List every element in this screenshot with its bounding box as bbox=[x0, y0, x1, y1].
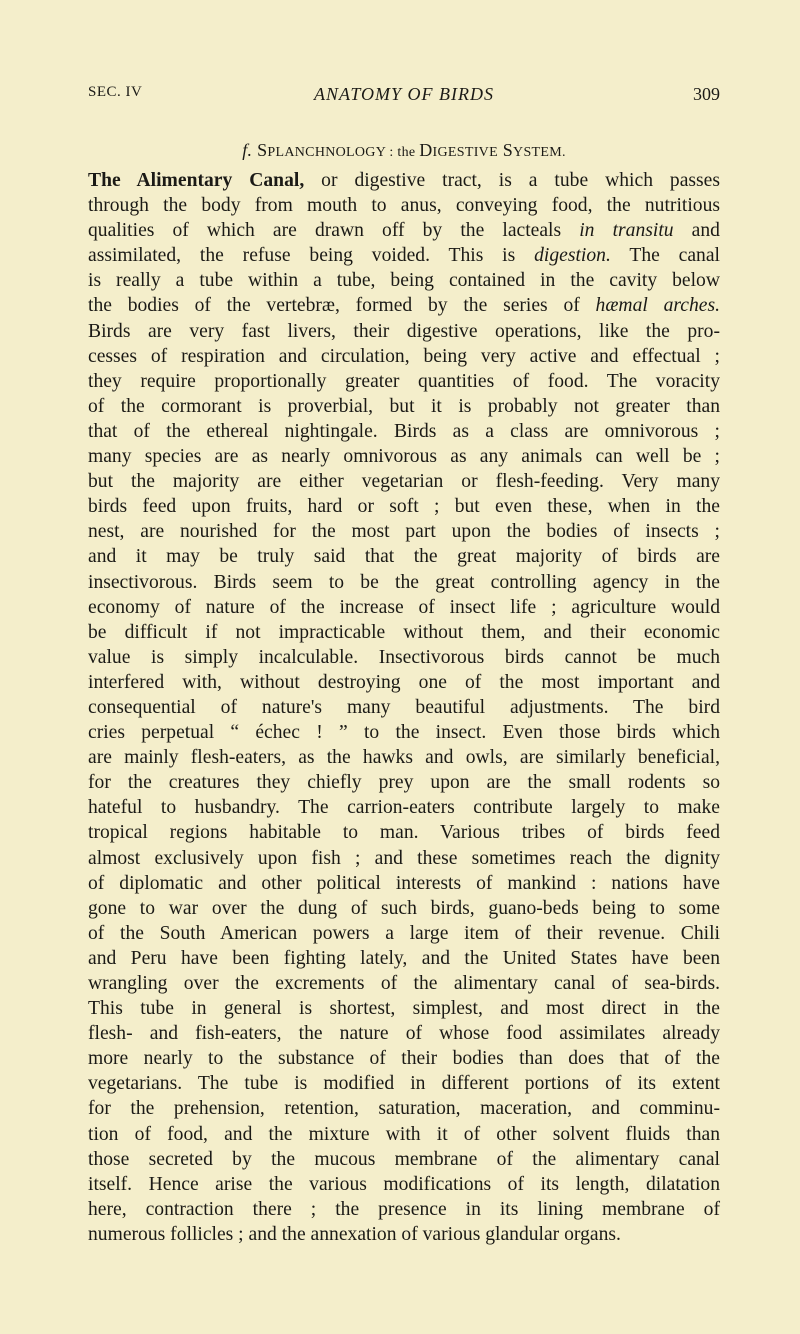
text-segment: numerous follicles ; and the annexation of various glandular organs. bbox=[88, 1223, 621, 1245]
text-segment: cries perpetual “ échec ! ” to the insect. Even those birds which bbox=[88, 722, 720, 744]
text-segment: qualities of which are drawn off by the lacteals bbox=[88, 220, 580, 242]
text-line bbox=[88, 1197, 720, 1222]
page-number: 309 bbox=[693, 84, 720, 104]
text-segment: they require proportionally greater quantities of food. The voracity bbox=[88, 370, 720, 392]
text-line bbox=[88, 620, 720, 645]
text-segment: birds feed upon fruits, hard or soft ; but even these, when in the bbox=[88, 496, 720, 518]
text-segment: interfered with, without destroying one of the most important and bbox=[88, 671, 720, 693]
text-segment: Birds are very fast livers, their digestive operations, like the pro- bbox=[88, 320, 720, 342]
text-line bbox=[88, 319, 720, 344]
text-line bbox=[88, 871, 720, 896]
text-segment: more nearly to the substance of their bodies than does that of the bbox=[88, 1048, 720, 1070]
text-line bbox=[88, 1122, 720, 1147]
text-line bbox=[88, 1222, 720, 1247]
text-segment: but the majority are either vegetarian or flesh-feeding. Very many bbox=[88, 471, 720, 493]
text-line bbox=[88, 846, 720, 871]
heading-part2-rest: IGESTIVE bbox=[432, 145, 498, 160]
italic-term: digestion. bbox=[534, 245, 611, 267]
text-segment: or digestive tract, is a tube which passes bbox=[304, 170, 720, 191]
text-line bbox=[88, 996, 720, 1021]
text-line bbox=[88, 293, 720, 318]
text-line bbox=[88, 243, 720, 268]
text-segment: economy of nature of the increase of insect life ; agriculture would bbox=[88, 596, 720, 618]
text-line bbox=[88, 344, 720, 369]
text-line bbox=[88, 519, 720, 544]
italic-term: in transitu bbox=[579, 220, 674, 242]
text-line bbox=[88, 444, 720, 469]
text-segment: of diplomatic and other political interests of mankind : nations have bbox=[88, 872, 720, 894]
text-line bbox=[88, 1071, 720, 1096]
text-segment: The canal bbox=[610, 245, 720, 267]
text-line bbox=[88, 218, 720, 243]
text-line bbox=[88, 695, 720, 720]
text-line bbox=[88, 745, 720, 770]
text-line bbox=[88, 670, 720, 695]
text-segment: is really a tube within a tube, being contained in the cavity below bbox=[88, 270, 720, 292]
text-segment: tropical regions habitable to man. Various tribes of birds feed bbox=[88, 822, 720, 844]
text-line bbox=[88, 595, 720, 620]
bold-term: The Alimentary Canal, bbox=[88, 170, 305, 191]
section-number: SEC. IV bbox=[88, 84, 143, 100]
text-segment: the bodies of the vertebræ, formed by the series of bbox=[88, 295, 596, 317]
running-title: ANATOMY OF BIRDS bbox=[314, 84, 494, 104]
text-segment: through the body from mouth to anus, conveying food, the nutritious bbox=[88, 195, 720, 217]
heading-part1-rest: PLANCHNOLOGY bbox=[267, 145, 386, 160]
text-segment: consequential of nature's many beautiful adjustments. The bird bbox=[88, 696, 720, 718]
running-head bbox=[88, 84, 720, 110]
text-segment: and Peru have been fighting lately, and the United States have been bbox=[88, 947, 720, 969]
text-segment: hateful to husbandry. The carrion-eaters contribute largely to make bbox=[88, 797, 720, 819]
text-line bbox=[88, 971, 720, 996]
text-line bbox=[88, 1147, 720, 1172]
heading-part2-initial: D bbox=[419, 140, 433, 160]
text-segment: that of the ethereal nightingale. Birds as a class are omnivorous ; bbox=[88, 420, 720, 442]
text-segment: vegetarians. The tube is modified in different portions of its extent bbox=[88, 1073, 720, 1095]
text-line bbox=[88, 946, 720, 971]
text-segment: tion of food, and the mixture with it of other solvent fluids than bbox=[88, 1123, 720, 1145]
text-line bbox=[88, 896, 720, 921]
text-line bbox=[88, 494, 720, 519]
text-line bbox=[88, 394, 720, 419]
text-line bbox=[88, 1172, 720, 1197]
heading-part1-initial: S bbox=[257, 140, 268, 160]
text-segment: insectivorous. Birds seem to be the great controlling agency in the bbox=[88, 571, 720, 593]
text-segment: those secreted by the mucous membrane of the alimentary canal bbox=[88, 1148, 720, 1170]
text-line bbox=[88, 419, 720, 444]
text-line bbox=[88, 645, 720, 670]
text-segment: and bbox=[673, 220, 720, 242]
text-segment: for the prehension, retention, saturation, maceration, and comminu- bbox=[88, 1098, 720, 1120]
text-segment: of the cormorant is proverbial, but it is probably not greater than bbox=[88, 395, 720, 417]
heading-part3-rest: YSTEM. bbox=[513, 145, 566, 160]
text-line bbox=[88, 369, 720, 394]
section-heading bbox=[88, 140, 720, 161]
text-line bbox=[88, 268, 720, 293]
body-paragraph bbox=[88, 168, 720, 1247]
text-line bbox=[88, 469, 720, 494]
text-segment: value is simply incalculable. Insectivorous birds cannot be much bbox=[88, 646, 720, 668]
text-segment: nest, are nourished for the most part upon the bodies of insects ; bbox=[88, 521, 720, 543]
heading-letter: f. bbox=[242, 140, 253, 160]
text-segment: are mainly flesh-eaters, as the hawks and owls, are similarly beneficial, bbox=[88, 747, 720, 769]
heading-separator: : the bbox=[385, 145, 420, 160]
text-segment: and it may be truly said that the great majority of birds are bbox=[88, 546, 720, 568]
text-line bbox=[88, 570, 720, 595]
text-line bbox=[88, 770, 720, 795]
text-segment: for the creatures they chiefly prey upon are the small rodents so bbox=[88, 772, 720, 794]
text-line bbox=[88, 1021, 720, 1046]
text-segment: many species are as nearly omnivorous as any animals can well be ; bbox=[88, 446, 720, 468]
heading-part3-initial: S bbox=[502, 140, 514, 160]
italic-term: hæmal arches. bbox=[595, 295, 720, 317]
text-segment: be difficult if not impracticable without them, and their economic bbox=[88, 621, 720, 643]
text-segment: gone to war over the dung of such birds, guano-beds being to some bbox=[88, 897, 720, 919]
text-line bbox=[88, 544, 720, 569]
text-line bbox=[88, 921, 720, 946]
text-line bbox=[88, 168, 720, 193]
text-segment: wrangling over the excrements of the alimentary canal of sea-birds. bbox=[88, 973, 720, 994]
text-segment: here, contraction there ; the presence in its lining membrane of bbox=[88, 1198, 720, 1220]
text-line bbox=[88, 1046, 720, 1071]
text-line bbox=[88, 795, 720, 820]
text-segment: cesses of respiration and circulation, being very active and effectual ; bbox=[88, 345, 720, 367]
text-segment: of the South American powers a large item of their revenue. Chili bbox=[88, 922, 720, 944]
text-line bbox=[88, 720, 720, 745]
text-line bbox=[88, 193, 720, 218]
text-segment: itself. Hence arise the various modifications of its length, dilatation bbox=[88, 1173, 720, 1195]
text-segment: This tube in general is shortest, simplest, and most direct in the bbox=[88, 998, 720, 1020]
text-segment: assimilated, the refuse being voided. This is bbox=[88, 245, 535, 267]
text-line bbox=[88, 820, 720, 845]
text-line bbox=[88, 1096, 720, 1121]
text-segment: almost exclusively upon fish ; and these sometimes reach the dignity bbox=[88, 847, 720, 869]
text-segment: flesh- and fish-eaters, the nature of whose food assimilates already bbox=[88, 1023, 720, 1045]
